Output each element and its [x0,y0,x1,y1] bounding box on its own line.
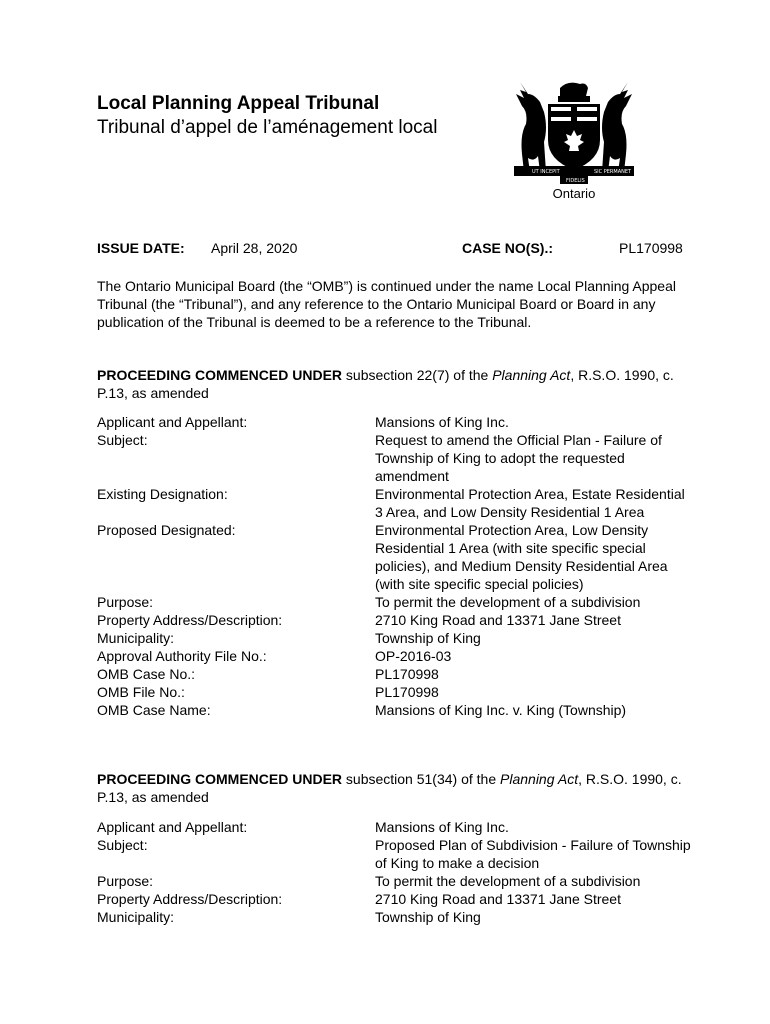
detail-label: Subject: [97,837,148,853]
detail-row [97,818,697,836]
detail-value: To permit the development of a subdivision [375,873,641,889]
detail-value: Mansions of King Inc. [375,819,509,835]
detail-label: Municipality: [97,630,175,646]
detail-row [97,611,697,629]
detail-row [97,593,697,611]
detail-label: Applicant and Appellant: [97,414,248,430]
detail-value: Mansions of King Inc. v. King (Township) [375,702,627,718]
detail-row [97,665,697,683]
detail-row [97,836,697,872]
detail-row [97,890,697,908]
detail-value: 2710 King Road and 13371 Jane Street [375,612,621,628]
detail-row [97,629,697,647]
detail-value: PL170998 [375,684,439,700]
detail-value: OP-2016-03 [375,648,452,664]
detail-value: Mansions of King Inc. [375,414,509,430]
ontario-label: Ontario [552,186,596,201]
detail-row [97,521,697,593]
proceeding-1-details [97,413,697,719]
motto-right: SIC PERMANET [594,169,632,175]
proceeding-1-lead: PROCEEDING COMMENCED UNDER [97,367,343,383]
detail-value: Proposed Plan of Subdivision - Failure of Township of King to make a decision [375,837,691,871]
detail-row [97,431,697,485]
detail-label: Municipality: [97,909,175,925]
proceeding-2-lead: PROCEEDING COMMENCED UNDER [97,771,343,787]
intro-paragraph: The Ontario Municipal Board (the “OMB”) is continued under the name Local Planning Appeal Tribunal (the “Tribunal”), and any reference to the Ontario Municipal Board or Board in any publication of the Tribunal is deemed to be a reference to the Tribunal. [97,278,676,330]
detail-row [97,413,697,431]
detail-label: Proposed Designated: [97,522,236,538]
detail-label: Existing Designation: [97,486,228,502]
detail-label: Property Address/Description: [97,612,283,628]
detail-row [97,485,697,521]
case-number-label: CASE NO(S).: [462,240,553,256]
detail-label: Purpose: [97,594,154,610]
detail-row [97,683,697,701]
issue-date-label: ISSUE DATE: [97,240,185,256]
detail-value: 2710 King Road and 13371 Jane Street [375,891,621,907]
detail-row [97,908,697,926]
detail-value: Environmental Protection Area, Low Density Residential 1 Area (with site specific special policies), and Medium Density Residential Area (with site specific special policies) [375,522,668,592]
detail-label: Subject: [97,432,148,448]
detail-value: Township of King [375,630,481,646]
issue-info-row [97,240,689,260]
issue-date-value: April 28, 2020 [211,240,298,256]
detail-label: Purpose: [97,873,154,889]
proceeding-2-heading: PROCEEDING COMMENCED UNDER subsection 51(34) of the Planning Act, R.S.O. 1990, c. P.13, as amended [97,771,682,805]
detail-label: Approval Authority File No.: [97,648,267,664]
proceeding-1-act: Planning Act [492,367,571,383]
detail-value: Request to amend the Official Plan - Failure of Township of King to adopt the requested amendment [375,432,662,484]
detail-value: Township of King [375,909,481,925]
motto-left: UT INCEPIT [532,169,560,175]
case-number-value: PL170998 [619,240,683,256]
proceeding-2-act: Planning Act [500,771,579,787]
detail-value: PL170998 [375,666,439,682]
detail-value: To permit the development of a subdivision [375,594,641,610]
detail-row [97,701,697,719]
detail-row [97,647,697,665]
detail-row [97,872,697,890]
title-english: Local Planning Appeal Tribunal [97,93,380,114]
detail-label: OMB Case Name: [97,702,211,718]
proceeding-2-details [97,818,697,926]
motto-middle: FIDELIS [566,178,585,184]
detail-label: OMB File No.: [97,684,185,700]
detail-label: OMB Case No.: [97,666,196,682]
detail-label: Property Address/Description: [97,891,283,907]
proceeding-1-heading: PROCEEDING COMMENCED UNDER subsection 22(7) of the Planning Act, R.S.O. 1990, c. P.13, as amended [97,367,674,401]
detail-label: Applicant and Appellant: [97,819,248,835]
ontario-coat-of-arms-icon [510,78,638,208]
document-header [97,92,457,140]
title-french: Tribunal d’appel de l’aménagement local [97,117,438,138]
detail-value: Environmental Protection Area, Estate Residential 3 Area, and Low Density Residential 1 Area [375,486,685,520]
